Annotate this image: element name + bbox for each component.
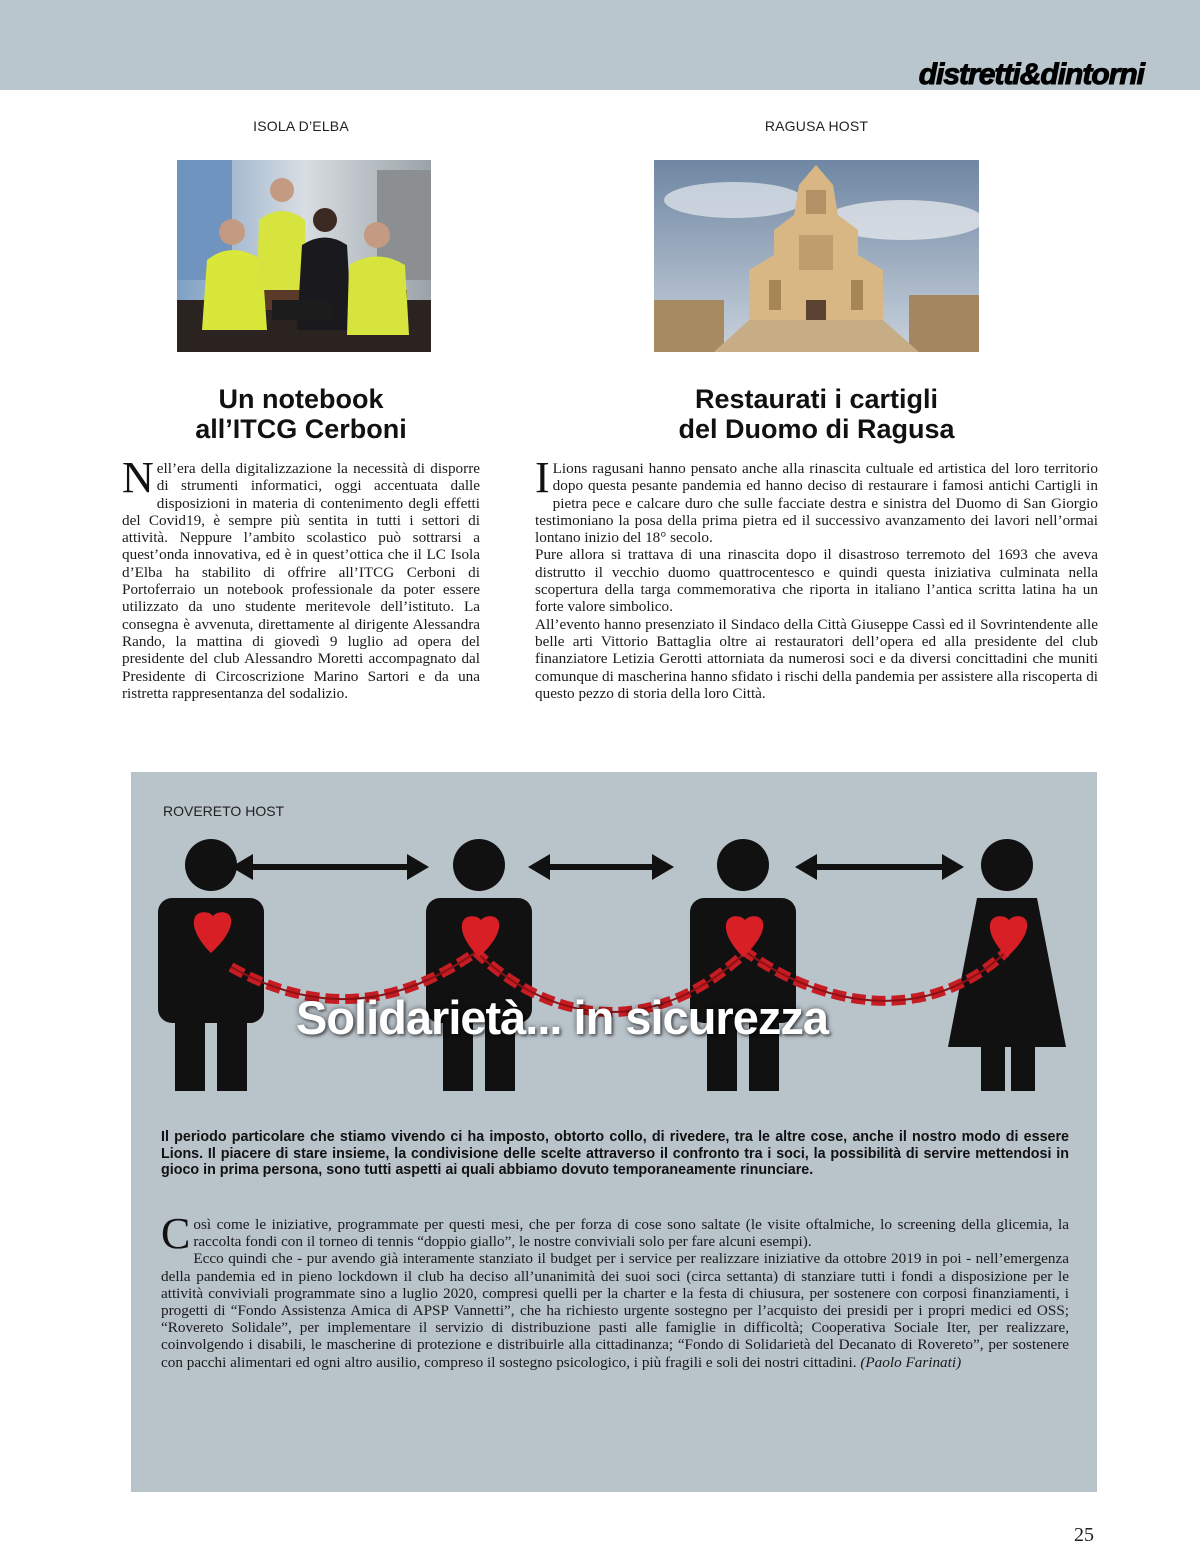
right-body [535, 453, 1099, 702]
headline-right-line2: del Duomo di Ragusa [678, 414, 955, 444]
rovereto-para-2: Ecco quindi che - pur avendo già interamente stanziato il budget per i service per realizzare iniziative da ottobre 2019 in poi - nell’emergenza della pandemia ed in pieno lockdown il club ha deciso all’unanimità dei suoi soci (circa settanta) di stanziare tutti i fondi a disposizione per le attività conviviali programmate sino a luglio 2020, compresi quelli per la charter e la festa di chiusura, per sostenere con corposi finanziamenti, i progetti di “Fondo Assistenza Amica di APSP Vannetti”, che ha richiesto urgente sostegno per l’acquisto dei presidi per i propri medici ed OSS; “Rovereto Solidale”, per implementare il servizio di distribuzione pasti alle famiglie in difficoltà; Cooperativa Sociale Iter, per realizzare, coinvolgendo i disabili, le mascherine di protezione e distribuirle alla cittadinanza; “Fondo di Solidarietà del Decanato di Rovereto”, per sostenere con pacchi alimentari ed ogni altro ausilio, compreso il sostegno psicologico, i più fragili e soli dei nostri cittadini. [161, 1250, 1069, 1371]
photo-duomo-ragusa [654, 160, 979, 352]
kicker-ragusa-host: RAGUSA HOST [764, 118, 869, 134]
distance-arrow-2 [528, 854, 674, 880]
headline-right-line1: Restaurati i cartigli [694, 384, 939, 414]
headline-right [535, 384, 1098, 444]
dropcap-i: I [535, 453, 550, 502]
person-man-2-icon [426, 839, 532, 1091]
left-body [122, 453, 480, 702]
rovereto-lead: Il periodo particolare che stiamo vivendo ci ha imposto, obtorto collo, di rivedere, tra le altre cose, anche il nostro modo di essere Lions. Il piacere di stare insieme, la condivisione delle scelte attraverso il confronto tra i soci, la possibilità di servire mettendosi in gioco in prima persona, sono tutti aspetti ai quali abbiamo dovuto temporaneamente rinunciare. [161, 1129, 1069, 1178]
right-kicker-wrap [535, 118, 1098, 134]
headline-left [122, 384, 480, 444]
rovereto-body [161, 1209, 1069, 1371]
photo-notebook-delivery [177, 160, 431, 352]
kicker-isola-elba: ISOLA D’ELBA [253, 118, 349, 134]
headline-left-line2: all’ITCG Cerboni [195, 414, 407, 444]
left-body-text: ell’era della digitalizzazione la necessità di disporre di strumenti informatici, oggi accentuata dalle disposizioni in materia di contenimento degli effetti del Covid19, è sempre più sentita in tutti i settori di attività. Neppure l’ambito scolastico può sottrarsi a quest’onda innovativa, ed è in quest’ottica che il LC Isola d’Elba ha stabilito di offrire all’ITCG Cerboni di Portoferraio un notebook professionale da poter essere utilizzato da uno studente meritevole dell’istituto. La consegna è avvenuta, direttamente al dirigente Alessandra Rando, la mattina di giovedì 9 luglio ad opera del presidente del club Alessandro Moretti accompagnato dal Presidente di Circoscrizione Marino Sartori e da una ristretta rappresentanza del sodalizio. [122, 460, 480, 702]
rovereto-title: Solidarietà... in sicurezza [296, 991, 828, 1044]
dropcap-n: N [122, 453, 154, 502]
distance-arrow-1 [231, 854, 429, 880]
page-number: 25 [1074, 1524, 1094, 1546]
distance-arrow-3 [795, 854, 964, 880]
right-para-1: Lions ragusani hanno pensato anche alla rinascita cultuale ed artistica del loro territorio dopo questa pesante pandemia ed hanno deciso di restaurare i famosi antichi Cartigli in pietra pece e calcare duro che sulle facciate destra e sinistra del Duomo di San Giorgio testimoniano la posa della prima pietra ed il successivo avanzamento dei lavori nell’ormai lontano inizio del 18° secolo. [535, 460, 1098, 547]
person-woman-icon [948, 839, 1066, 1091]
signature: (Paolo Farinati) [860, 1353, 962, 1371]
headline-left-line1: Un notebook [218, 384, 384, 414]
left-kicker-wrap [122, 118, 480, 134]
kicker-rovereto-host: ROVERETO HOST [163, 803, 285, 819]
section-tag: distretti&dintorni [918, 58, 1144, 91]
right-para-2: Pure allora si trattava di una rinascita dopo il disastroso terremoto del 1693 che aveva distrutto il vecchio duomo quattrocentesco e quindi questa iniziativa culminata nella scopertura della targa commemorativa che riporta in italiano l’antica scritta latina ha un forte valore simbolico. [535, 546, 1098, 616]
photo-ragusa-illustration [654, 160, 979, 352]
right-para-3: All’evento hanno presenziato il Sindaco della Città Giuseppe Cassì ed il Sovrintendente alle belle arti Vittorio Battaglia oltre ai restauratori dell’opera ed alla presidente del club finanziatore Letizia Gerotti attorniata da numerosi soci e da diversi concittadini che muniti comunque di mascherina hanno sfidato i rischi della pandemia per assistere alla riscoperta di questo pezzo di storia della loro Città. [535, 615, 1099, 702]
rovereto-para-1: osì come le iniziative, programmate per questi mesi, che per forza di cose sono saltate (le visite oftalmiche, lo screening della glicemia, la raccolta fondi con il torneo di tennis “doppio giallo”, le nostre conviviali solo per fare alcuni esempi). [193, 1216, 1069, 1251]
photo-elba-illustration [177, 160, 431, 352]
person-man-3-icon [690, 839, 796, 1091]
dropcap-c: C [161, 1209, 191, 1258]
